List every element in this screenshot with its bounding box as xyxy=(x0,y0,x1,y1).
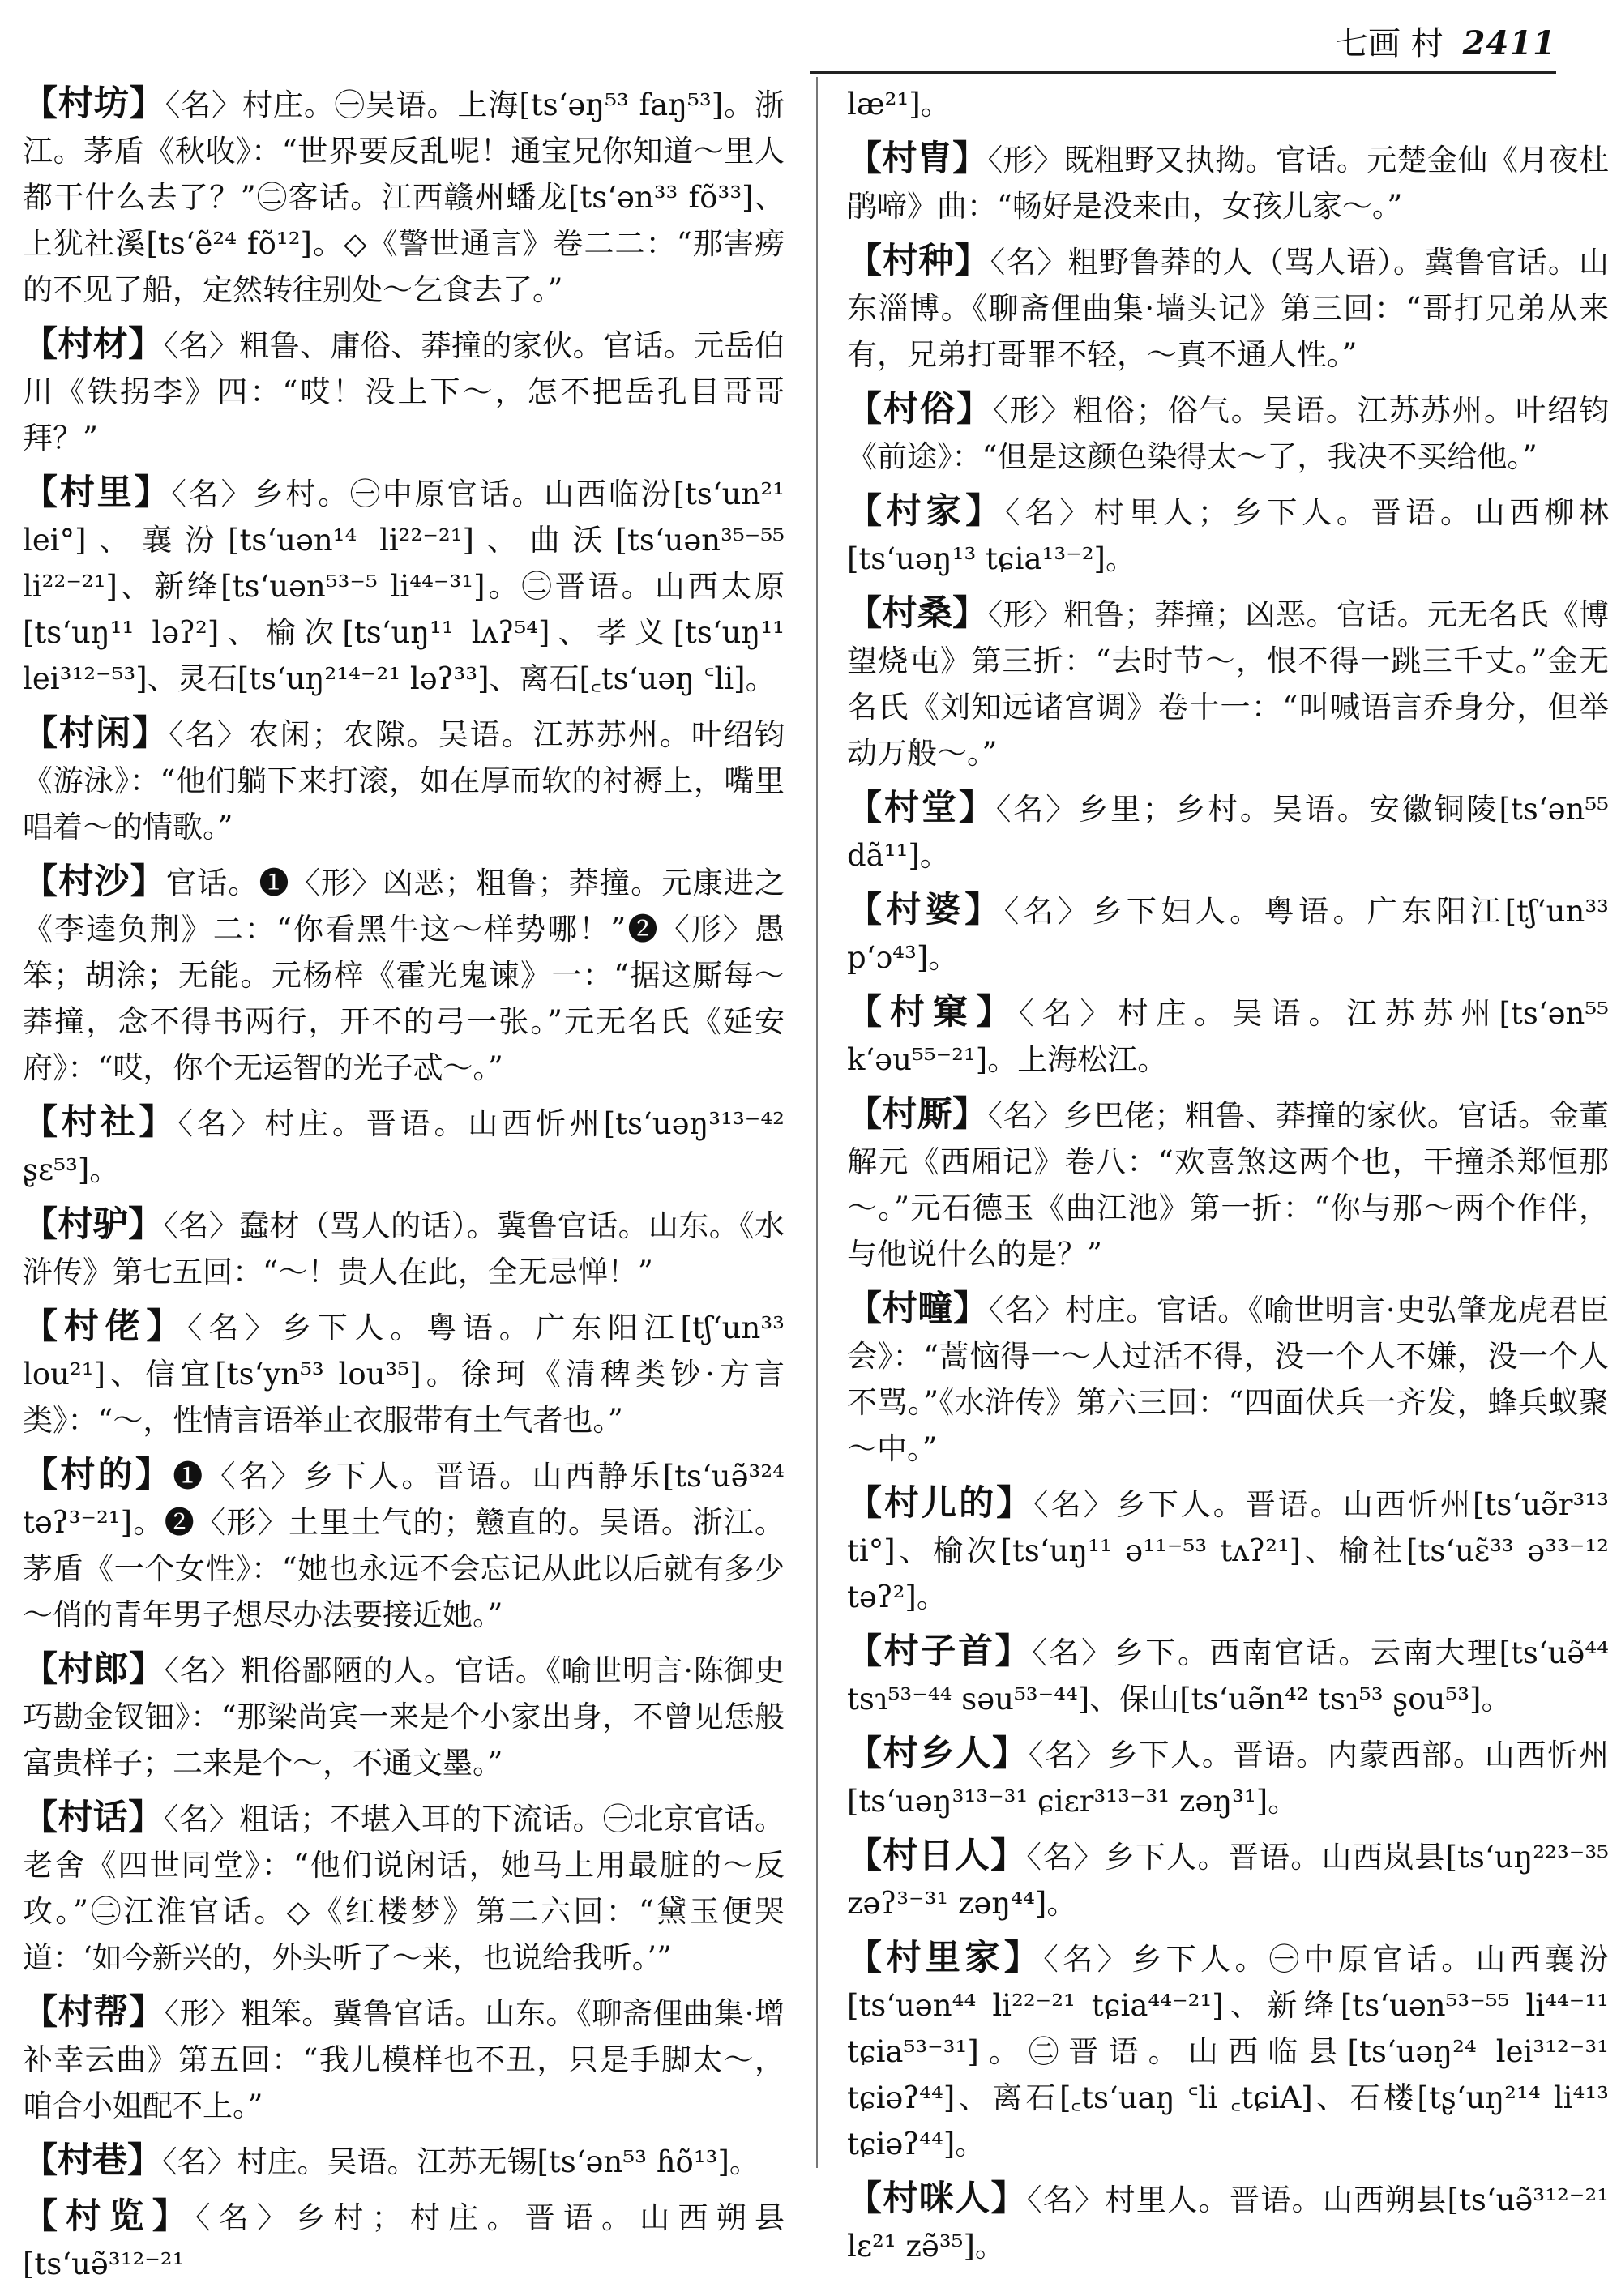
entry-headword: 【村日人】 xyxy=(847,1836,1027,1876)
entry-text: 〈形〉粗笨。冀鲁官话。山东。《聊斋俚曲集·增补幸云曲》第五回：“我儿模样也不丑，只是手脚太～，咱合小姐配不上。” xyxy=(23,1996,785,2123)
entry xyxy=(23,1202,785,1295)
entry-text: 〈名〉村庄。㊀吴语。上海[tsʻəŋ⁵³ faŋ⁵³]。浙江。茅盾《秋收》：“世界要反乱呢！通宝兄你知道～里人都干什么去了？”㊁客话。江西赣州蟠龙[tsʻən³³ fõ³³]、上犹社溪[tsʻẽ²⁴ fõ¹²]。◇《警世通言》卷二二：“那害痨的不见了船，定然转往别处～乞食去了。” xyxy=(23,88,785,307)
entry-headword: 【村沙】 xyxy=(23,862,166,902)
entry xyxy=(847,1481,1609,1620)
entry xyxy=(847,887,1609,981)
entry-headword: 【村材】 xyxy=(23,324,164,365)
entry xyxy=(23,2138,785,2185)
entry xyxy=(847,785,1609,879)
entry-text: ❶〈名〉乡下人。晋语。山西静乐[tsʻuə̃³²⁴ təʔ³⁻²¹]。❷〈形〉土里土气的；戆直的。吴语。浙江。茅盾《一个女性》：“她也永远不会忘记从此以后就有多少～俏的青年男子想尽办法要接近她。” xyxy=(23,1459,785,1632)
entry-headword: 【村乡人】 xyxy=(847,1734,1029,1774)
entry-headword: 【村闲】 xyxy=(23,713,169,754)
entry-text: 〈名〉村庄。官话。《喻世明言·史弘肇龙虎君臣会》：“蒿恼得一～人过活不得，没一个人不嫌，没一个人不骂。”《水浒传》第六三回：“四面伏兵一齐发，蜂兵蚁聚～中。” xyxy=(847,1293,1610,1466)
entry xyxy=(847,1731,1609,1824)
entry-text: 〈形〉粗俗；俗气。吴语。江苏苏州。叶绍钧《前途》：“但是这颜色染得太～了，我决不买给他。” xyxy=(847,393,1610,474)
entry-headword: 【村里】 xyxy=(23,472,172,513)
column-divider xyxy=(816,77,818,2168)
entry-headword: 【村俗】 xyxy=(847,389,994,430)
entry xyxy=(847,489,1609,582)
entry-text: 〈形〉粗鲁；莽撞；凶恶。官话。元无名氏《博望烧屯》第三折：“去时节～，恨不得一跳三千丈。”金无名氏《刘知远诸宫调》卷十一：“叫喊语言乔身分，但举动万般～。” xyxy=(847,597,1610,771)
entry-headword: 【村帮】 xyxy=(23,1992,165,2033)
entry-text: 〈名〉乡下人。晋语。山西岚县[tsʻuŋ²²³⁻³⁵ zəʔ³⁻³¹ zəŋ⁴⁴]。 xyxy=(847,1840,1610,1921)
entry xyxy=(23,470,785,702)
entry xyxy=(23,1990,785,2129)
entry-headword: 【村郎】 xyxy=(23,1649,165,1690)
entry-text: 〈名〉乡下。西南官话。云南大理[tsʻuə̃⁴⁴ tsɿ⁵³⁻⁴⁴ səu⁵³⁻⁴⁴]、保山[tsʻuə̃n⁴² tsɿ⁵³ ʂou⁵³]。 xyxy=(847,1635,1609,1717)
entry-text: 〈名〉村里人。晋语。山西朔县[tsʻuə̃³¹²⁻²¹ lɛ²¹ zə̃³⁵]。 xyxy=(847,2183,1609,2264)
entry-text: 〈名〉乡下人。晋语。内蒙西部。山西忻州[tsʻuəŋ³¹³⁻³¹ ɕiɛr³¹³⁻³¹ zəŋ³¹]。 xyxy=(847,1738,1610,1819)
entry xyxy=(847,387,1609,480)
entry xyxy=(847,1629,1609,1722)
entry-headword: 【村婆】 xyxy=(847,890,1004,930)
entry xyxy=(847,2176,1609,2269)
entry-headword: 【村里家】 xyxy=(847,1938,1044,1978)
page-number: 2411 xyxy=(1462,24,1556,62)
left-column xyxy=(23,81,785,2296)
right-column xyxy=(847,81,1609,2278)
entry-headword: 【村社】 xyxy=(23,1102,178,1143)
entry-text: 官话。❶〈形〉凶恶；粗鲁；莽撞。元康进之《李逵负荆》二：“你看黑牛这～样势哪！”❷〈形〉愚笨；胡涂；无能。元杨梓《霍光鬼谏》一：“据这厮每～莽撞，念不得书两行，开不的弓一张。”元无名氏《延安府》：“哎，你个无运智的光子忒～。” xyxy=(23,866,785,1085)
entry xyxy=(847,1092,1609,1277)
entry xyxy=(23,81,785,313)
entry xyxy=(23,711,785,850)
entry-text: 〈名〉乡下人。㊀中原官话。山西襄汾[tsʻuən⁴⁴ li²²⁻²¹ tɕia⁴⁴⁻²¹]、新绛[tsʻuən⁵³⁻⁵⁵ li⁴⁴⁻¹¹ tɕia⁵³⁻³¹]。㊁晋语。山西临县[tsʻuəŋ²⁴ lei³¹²⁻³¹ tɕiəʔ⁴⁴]、离石[꜀tsʻuaŋ ꜂li ꜀tɕiA]、石楼[tʂʻuŋ²¹⁴ li⁴¹³ tɕiəʔ⁴⁴]。 xyxy=(847,1942,1610,2161)
entry-text: 〈名〉村庄。吴语。江苏苏州[tsʻən⁵⁵ kʻəu⁵⁵⁻²¹]。上海松江。 xyxy=(847,996,1609,1077)
entry-text: 〈名〉乡村；村庄。晋语。山西朔县[tsʻuə̃³¹²⁻²¹ xyxy=(23,2200,785,2281)
entry xyxy=(23,1795,785,1981)
entry-headword: 【村子首】 xyxy=(847,1631,1033,1672)
entry-text: 〈名〉粗话；不堪入耳的下流话。㊀北京官话。老舍《四世同堂》：“他们说闲话，她马上用最脏的～反攻。”㊁江淮官话。◇《红楼梦》第二六回：“黛玉便哭道：‘如今新兴的，外头听了～来，也说给我听。’” xyxy=(23,1802,785,1975)
entry-text: 〈形〉既粗野又执拗。官话。元楚金仙《月夜杜鹃啼》曲：“畅好是没来由，女孩儿家～。” xyxy=(847,143,1610,224)
entry-headword: 【村家】 xyxy=(847,491,1005,532)
entry-headword: 【村咪人】 xyxy=(847,2178,1027,2219)
entry-text: 〈名〉村庄。吴语。江苏无锡[tsʻən⁵³ ɦõ¹³]。 xyxy=(162,2144,759,2179)
entry xyxy=(847,136,1609,229)
entry-text: 〈名〉乡里；乡村。吴语。安徽铜陵[tsʻən⁵⁵ dã¹¹]。 xyxy=(847,792,1609,873)
entry xyxy=(23,859,785,1091)
entry-text: 〈名〉粗俗鄙陋的人。官话。《喻世明言·陈御史巧勘金钗钿》：“那梁尚宾一来是个小家出身，不曾见恁般富贵样子；二来是个～，不通文墨。” xyxy=(23,1653,785,1781)
entry-continuation: læ²¹]。 xyxy=(847,87,951,122)
entry-text: 〈名〉村里人；乡下人。晋语。山西柳林[tsʻuəŋ¹³ tɕia¹³⁻²]。 xyxy=(847,495,1609,576)
entry-headword: 【村话】 xyxy=(23,1798,164,1838)
entry-text: 〈名〉乡下人。粤语。广东阳江[tʃʻun³³ lou²¹]、信宜[tsʻyn⁵³ lou³⁵]。徐珂《清稗类钞·方言类》：“～，性情言语举止衣服带有土气者也。” xyxy=(23,1310,785,1438)
entry-headword: 【村的】 xyxy=(23,1455,173,1495)
entry-headword: 【村儿的】 xyxy=(847,1483,1034,1524)
entry xyxy=(847,591,1609,776)
entry xyxy=(23,1452,785,1638)
entry-text: 〈名〉乡下人。晋语。山西忻州[tsʻuə̃r³¹³ ti°]、榆次[tsʻuŋ¹¹ ə¹¹⁻⁵³ tʌʔ²¹]、榆社[tsʻuɛ̃³³ ə³³⁻¹² təʔ²]。 xyxy=(847,1487,1609,1614)
entry-headword: 【村厮】 xyxy=(847,1094,988,1135)
entry-headword: 【村驴】 xyxy=(23,1204,164,1245)
entry-text: 〈名〉村庄。晋语。山西忻州[tsʻuəŋ³¹³⁻⁴² ʂɛ⁵³]。 xyxy=(23,1106,785,1187)
entry-headword: 【村疃】 xyxy=(847,1289,989,1329)
entry xyxy=(847,238,1609,378)
entry xyxy=(23,1100,785,1193)
entry-text: 〈名〉蠢材（骂人的话）。冀鲁官话。山东。《水浒传》第七五回：“～！贵人在此，全无忌惮！” xyxy=(23,1208,785,1289)
entry-text: 〈名〉乡巴佬；粗鲁、莽撞的家伙。官话。金董解元《西厢记》卷八：“欢喜煞这两个也，干撞杀郑恒那～。”元石德玉《曲江池》第一折：“你与那～两个作伴，与他说什么的是？” xyxy=(847,1098,1610,1272)
entry xyxy=(847,1935,1609,2167)
entry-headword: 【村巷】 xyxy=(23,2140,162,2181)
entry-headword: 【村堂】 xyxy=(847,788,996,828)
entry xyxy=(23,1304,785,1443)
entry xyxy=(23,2194,785,2287)
entry-text: 〈名〉乡下妇人。粤语。广东阳江[tʃʻun³³ pʻɔ⁴³]。 xyxy=(847,894,1610,975)
entry-text: 〈名〉农闲；农隙。吴语。江苏苏州。叶绍钧《游泳》：“他们躺下来打滚，如在厚而软的衬褥上，嘴里唱着～的情歌。” xyxy=(23,717,785,844)
entry-headword: 【村胄】 xyxy=(847,139,988,179)
page-header xyxy=(810,18,1556,74)
entry xyxy=(847,1833,1609,1926)
entry-headword: 【村佬】 xyxy=(23,1306,188,1347)
entry xyxy=(847,990,1609,1083)
entry-headword: 【村种】 xyxy=(847,241,990,281)
entry-headword: 【村坊】 xyxy=(23,83,165,124)
entry xyxy=(847,1286,1609,1472)
entry-text: 〈名〉乡村。㊀中原官话。山西临汾[tsʻun²¹ lei°]、襄汾[tsʻuən¹⁴ li²²⁻²¹]、曲沃[tsʻuən³⁵⁻⁵⁵ li²²⁻²¹]、新绛[tsʻuən⁵³⁻⁵ li⁴⁴⁻³¹]。㊁晋语。山西太原[tsʻuŋ¹¹ ləʔ²]、榆次[tsʻuŋ¹¹ lʌʔ⁵⁴]、孝义[tsʻuŋ¹¹ lei³¹²⁻⁵³]、灵石[tsʻuŋ²¹⁴⁻²¹ ləʔ³³]、离石[꜀tsʻuəŋ ꜂li]。 xyxy=(23,477,785,696)
entry-text: 〈名〉粗野鲁莽的人（骂人语）。冀鲁官话。山东淄博。《聊斋俚曲集·墙头记》第三回：“哥打兄弟从来有，兄弟打哥罪不轻，～真不通人性。” xyxy=(847,245,1610,372)
entry xyxy=(23,1647,785,1786)
entry xyxy=(23,322,785,461)
entry-text: 〈名〉粗鲁、庸俗、莽撞的家伙。官话。元岳伯川《铁拐李》四：“哎！没上下～，怎不把岳孔目哥哥拜？” xyxy=(23,328,785,455)
entry-headword: 【村览】 xyxy=(23,2196,195,2237)
entry-headword: 【村窠】 xyxy=(847,992,1020,1033)
entry-headword: 【村桑】 xyxy=(847,593,988,634)
running-title: 七画 村 xyxy=(1335,25,1444,62)
